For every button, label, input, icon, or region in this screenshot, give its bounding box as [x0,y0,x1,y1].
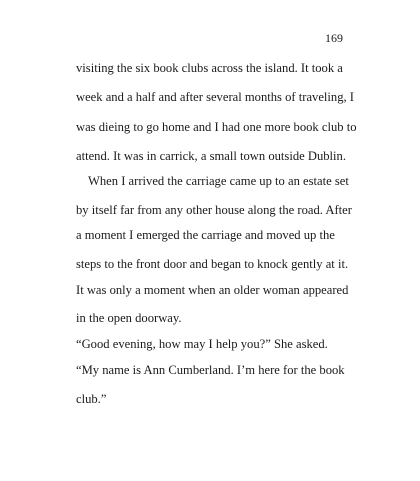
text-line-11: “Good evening, how may I help you?” She asked. [76,337,328,351]
page-number: 169 [325,31,343,45]
text-line-1: visiting the six book clubs across the island. It took a [76,61,343,75]
text-line-5: When I arrived the carriage came up to an estate set [88,174,349,188]
text-line-12: “My name is Ann Cumberland. I’m here for the book [76,363,345,377]
text-line-7: a moment I emerged the carriage and moved up the [76,228,335,242]
text-line-6: by itself far from any other house along the road. After [76,203,352,217]
text-line-8: steps to the front door and began to knock gently at it. [76,257,349,271]
text-line-10: in the open doorway. [76,311,182,325]
text-line-2: week and a half and after several months of traveling, I [76,90,354,104]
text-line-9: It was only a moment when an older woman appeared [76,283,349,297]
text-line-3: was dieing to go home and I had one more book club to [76,120,357,134]
text-line-13: club.” [76,392,107,406]
text-line-4: attend. It was in carrick, a small town outside Dublin. [76,149,347,163]
